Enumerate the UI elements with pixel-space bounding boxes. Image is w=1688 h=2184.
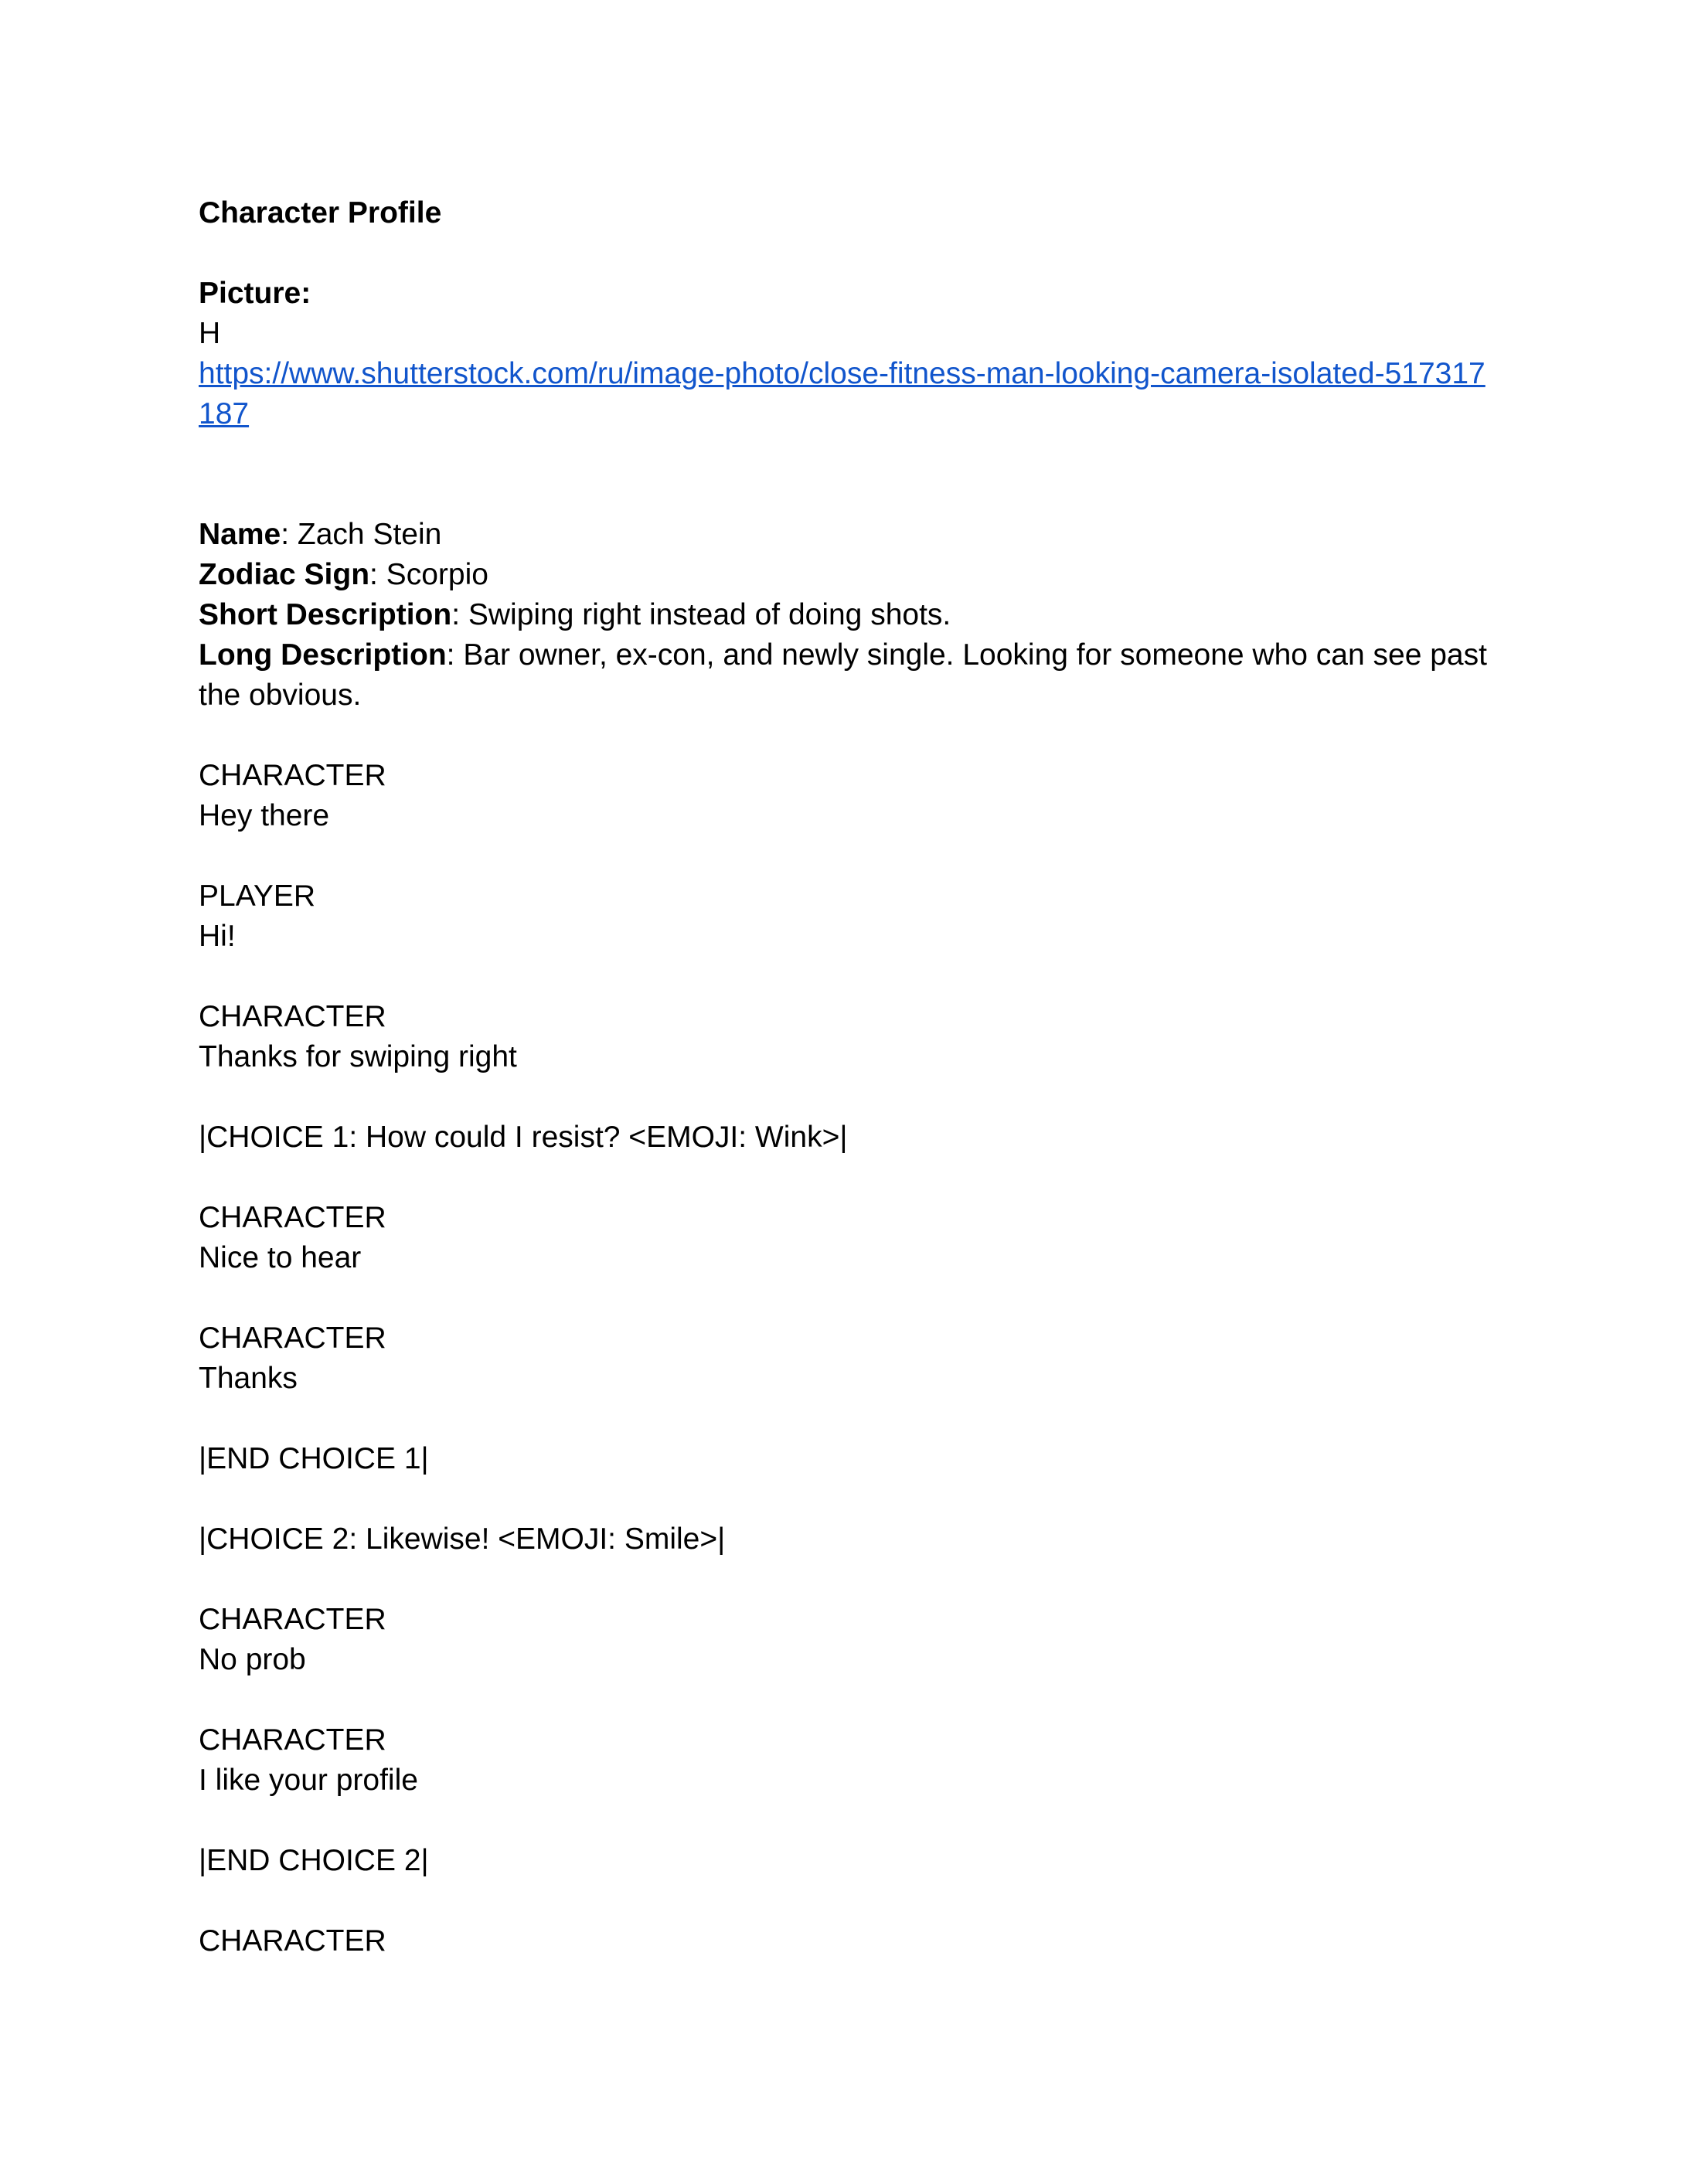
blank-line bbox=[199, 475, 1489, 515]
blank-line bbox=[199, 1278, 1489, 1318]
blank-line bbox=[199, 1801, 1489, 1841]
text-run: No prob bbox=[199, 1643, 306, 1676]
blank-line bbox=[199, 836, 1489, 876]
text-run: |CHOICE 1: How could I resist? <EMOJI: Wink>| bbox=[199, 1121, 848, 1154]
text-run: H bbox=[199, 317, 221, 350]
bold-label-text: Picture: bbox=[199, 277, 311, 310]
dialogue-line bbox=[199, 796, 1489, 836]
text-run: CHARACTER bbox=[199, 1000, 386, 1033]
bold-label-text: Zodiac Sign bbox=[199, 558, 370, 591]
text-run: CHARACTER bbox=[199, 1723, 386, 1757]
text-run: I like your profile bbox=[199, 1764, 418, 1797]
speaker-line bbox=[199, 756, 1489, 796]
choice-marker-line bbox=[199, 1519, 1489, 1560]
blank-line bbox=[199, 1399, 1489, 1439]
text-run: CHARACTER bbox=[199, 1322, 386, 1355]
text-run: CHARACTER bbox=[199, 759, 386, 792]
speaker-line bbox=[199, 876, 1489, 917]
zodiac-sign-line bbox=[199, 555, 1489, 595]
document-content bbox=[199, 193, 1496, 1961]
choice-marker-line bbox=[199, 1118, 1489, 1158]
name-line bbox=[199, 515, 1489, 555]
text-run: CHARACTER bbox=[199, 1924, 386, 1958]
blank-line bbox=[199, 1881, 1489, 1921]
dialogue-line bbox=[199, 1359, 1489, 1399]
choice-marker-line bbox=[199, 1841, 1489, 1881]
bold-label-text: Long Description bbox=[199, 638, 447, 672]
text-run: |CHOICE 2: Likewise! <EMOJI: Smile>| bbox=[199, 1522, 726, 1556]
blank-line bbox=[199, 1158, 1489, 1198]
speaker-line bbox=[199, 1921, 1489, 1961]
text-run: |END CHOICE 1| bbox=[199, 1442, 429, 1475]
text-run: Hey there bbox=[199, 799, 330, 832]
short-description-line bbox=[199, 595, 1489, 635]
speaker-line bbox=[199, 1318, 1489, 1359]
text-run: PLAYER bbox=[199, 879, 316, 913]
text-run: : Zach Stein bbox=[281, 518, 442, 551]
dialogue-line bbox=[199, 1760, 1489, 1801]
long-description-line bbox=[199, 635, 1496, 716]
picture-label bbox=[199, 274, 1489, 314]
text-run: CHARACTER bbox=[199, 1201, 386, 1234]
dialogue-line bbox=[199, 917, 1489, 957]
blank-line bbox=[199, 1077, 1489, 1118]
text-run: Nice to hear bbox=[199, 1241, 362, 1274]
text-run: : Bar owner, ex-con, and newly single. Looking for someone who can see past the obvious. bbox=[199, 638, 1496, 712]
blank-line bbox=[199, 1560, 1489, 1600]
picture-link-line bbox=[199, 354, 1489, 434]
blank-line bbox=[199, 1479, 1489, 1519]
bold-label-text: Character Profile bbox=[199, 196, 442, 230]
picture-url-link[interactable]: https://www.shutterstock.com/ru/image-photo/close-fitness-man-looking-camera-isolated-517317187 bbox=[199, 357, 1486, 430]
bold-label-text: Name bbox=[199, 518, 281, 551]
doc-title bbox=[199, 193, 1489, 233]
blank-line bbox=[199, 233, 1489, 274]
blank-line bbox=[199, 957, 1489, 997]
bold-label-text: Short Description bbox=[199, 598, 452, 631]
picture-h-line bbox=[199, 314, 1489, 354]
dialogue-line bbox=[199, 1640, 1489, 1680]
text-run: CHARACTER bbox=[199, 1603, 386, 1636]
dialogue-line bbox=[199, 1238, 1489, 1278]
speaker-line bbox=[199, 1720, 1489, 1760]
speaker-line bbox=[199, 997, 1489, 1037]
blank-line bbox=[199, 1680, 1489, 1720]
text-run: : Swiping right instead of doing shots. bbox=[451, 598, 951, 631]
speaker-line bbox=[199, 1600, 1489, 1640]
dialogue-line bbox=[199, 1037, 1489, 1077]
choice-marker-line bbox=[199, 1439, 1489, 1479]
blank-line bbox=[199, 716, 1489, 756]
text-run: Thanks bbox=[199, 1362, 298, 1395]
blank-line bbox=[199, 434, 1489, 475]
text-run: Thanks for swiping right bbox=[199, 1040, 517, 1073]
text-run: Hi! bbox=[199, 920, 236, 953]
text-run: : Scorpio bbox=[369, 558, 488, 591]
text-run: |END CHOICE 2| bbox=[199, 1844, 429, 1877]
speaker-line bbox=[199, 1198, 1489, 1238]
